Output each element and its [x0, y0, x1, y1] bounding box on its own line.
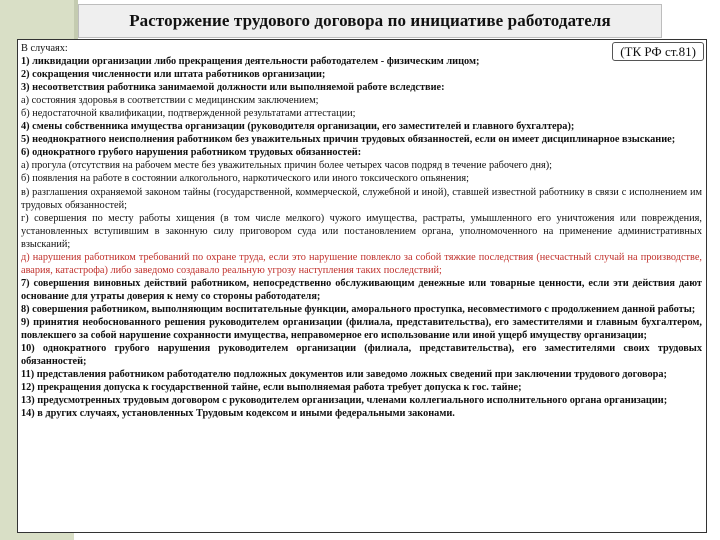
page-title: Расторжение трудового договора по инициативе работодателя [129, 11, 611, 30]
list-item-1: 1) ликвидации организации либо прекращения деятельности работодателем - физическим лицом; [21, 56, 480, 68]
list-item-3a: а) состояния здоровья в соответствии с медицинским заключением; [21, 95, 319, 107]
list-item-13: 13) предусмотренных трудовым договором с руководителем организации, членами коллегиального исполнительного органа организации; [21, 395, 668, 407]
list-item-5: 5) неоднократного неисполнения работником без уважительных причин трудовых обязанностей, если он имеет дисциплинарное взыскание; [21, 134, 676, 146]
law-reference-badge: (ТК РФ ст.81) [612, 42, 704, 61]
list-item-2: 2) сокращения численности или штата работников организации; [21, 69, 326, 81]
list-item-14: 14) в других случаях, установленных Трудовым кодексом и иными федеральными законами. [21, 408, 455, 420]
list-item-6b: б) появления на работе в состоянии алкогольного, наркотического или иного токсического опьянения; [21, 173, 470, 185]
list-item-7: 7) совершения виновных действий работником, непосредственно обслуживающим денежные или товарные ценности, если эти действия дают основание для утраты доверия к нему со стороны работодателя; [21, 277, 702, 302]
list-item-6d-highlighted: д) нарушения работником требований по охране труда, если это нарушение повлекло за собой тяжкие последствия (несчастный случай на производстве, авария, катастрофа) либо заведомо создавало реальную угрозу наступления таких последствий; [21, 251, 702, 276]
list-item-3: 3) несоответствия работника занимаемой должности или выполняемой работе вследствие: [21, 82, 445, 94]
list-item-9: 9) принятия необоснованного решения руководителем организации (филиала, представительства), его заместителями и главным бухгалтером, повлекшего за собой нарушение сохранности имущества, неправомерное его использование или иной ущерб имуществу организации; [21, 316, 702, 342]
intro-text: В случаях: [21, 43, 68, 54]
list-item-6a: а) прогула (отсутствия на рабочем месте без уважительных причин более четырех часов подряд в течение рабочего дня); [21, 160, 553, 172]
content-panel [17, 39, 707, 533]
list-item-4: 4) смены собственника имущества организации (руководителя организации, его заместителей и главного бухгалтера); [21, 121, 575, 133]
list-item-11: 11) представления работником работодателю подложных документов или заведомо ложных сведений при заключении трудового договора; [21, 369, 667, 381]
list-item-10: 10) однократного грубого нарушения руководителем организации (филиала, представительства), его заместителями своих трудовых обязанностей; [21, 343, 702, 368]
list-item-6: 6) однократного грубого нарушения работником трудовых обязанностей: [21, 147, 362, 159]
list-item-3b: б) недостаточной квалификации, подтвержденной результатами аттестации; [21, 108, 356, 120]
list-item-6g: г) совершения по месту работы хищения (в том числе мелкого) чужого имущества, растраты, умышленного его уничтожения или повреждения, установленных вступившим в законную силу приговором суда или постановлением органа, уполномоченного на применение административных взысканий; [21, 212, 702, 250]
title-banner [78, 4, 662, 38]
list-item-12: 12) прекращения допуска к государственной тайне, если выполняемая работа требует допуска к гос. тайне; [21, 382, 522, 394]
list-item-8: 8) совершения работником, выполняющим воспитательные функции, аморального проступка, несовместимого с продолжением данной работы; [21, 303, 696, 315]
list-item-6v: в) разглашения охраняемой законом тайны (государственной, коммерческой, служебной и иной), ставшей известной работнику в связи с исполнением им трудовых обязанностей; [21, 186, 702, 211]
